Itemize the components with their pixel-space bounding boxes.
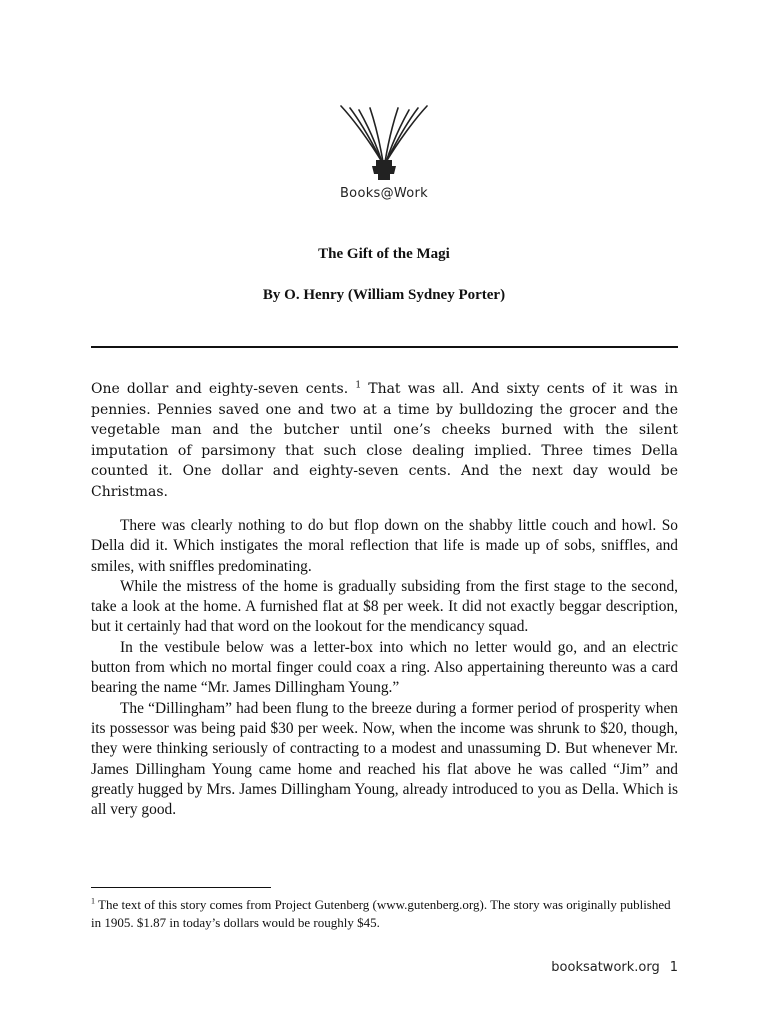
open-book-icon xyxy=(338,100,430,182)
footnote xyxy=(91,896,678,932)
story-body xyxy=(91,516,678,820)
page-number: 1 xyxy=(669,960,678,975)
footer-site[interactable]: booksatwork.org xyxy=(551,960,660,975)
footnote-marker: 1 xyxy=(91,896,95,906)
paragraph-2: There was clearly nothing to do but flop down on the shabby little couch and howl. So Della did it. Which instigates the moral reflection that life is made up of sobs, sniffles, and smiles, with sniffles predominating. xyxy=(91,517,678,575)
paragraph-3: While the mistress of the home is gradually subsiding from the first stage to the second, take a look at the home. A furnished flat at $8 per week. It did not exactly beggar description, but it certainly had that word on the lookout for the mendicancy squad. xyxy=(91,577,678,636)
page-title: The Gift of the Magi xyxy=(318,246,450,262)
author-byline: By O. Henry (William Sydney Porter) xyxy=(262,287,506,303)
paragraph-5: The “Dillingham” had been flung to the breeze during a former period of prosperity when its possessor was being paid $30 per week. Now, when the income was shrunk to $20, though, they were thinking seriously of contracting to a modest and unassuming D. But whenever Mr. James Dillingham Young came home and reached his flat above he was called “Jim” and greatly hugged by Mrs. James Dillingham Young, already introduced to you as Della. Which is all very good. xyxy=(91,699,678,819)
footnote-divider xyxy=(91,887,271,888)
paragraph-1-text: One dollar and eighty-seven cents. xyxy=(91,381,349,397)
page-footer xyxy=(551,960,678,975)
paragraph-1-text-cont: That was all. And sixty cents of it was in pennies. Pennies saved one and two at a time by bulldozing the grocer and the vegetable man and the butcher until one’s cheeks burned with the silent imputation of parsimony that such close dealing implied. Three times Della counted it. One dollar and eighty-seven cents. And the next day would be Christmas. xyxy=(91,381,679,500)
logo-wordmark: Books@Work xyxy=(339,186,429,201)
footnote-text: The text of this story comes from Project Gutenberg (www.gutenberg.org). The story was originally published in 1905. $1.87 in today’s dollars would be roughly $45. xyxy=(91,897,671,930)
paragraph-1 xyxy=(91,379,678,502)
paragraph-4: In the vestibule below was a letter-box into which no letter would go, and an electric button from which no mortal finger could coax a ring. Also appertaining thereunto was a card bearing the name “Mr. James Dillingham Young.” xyxy=(91,638,678,697)
footnote-reference[interactable]: 1 xyxy=(355,380,362,391)
title-divider xyxy=(91,346,678,348)
books-at-work-logo xyxy=(322,100,446,210)
